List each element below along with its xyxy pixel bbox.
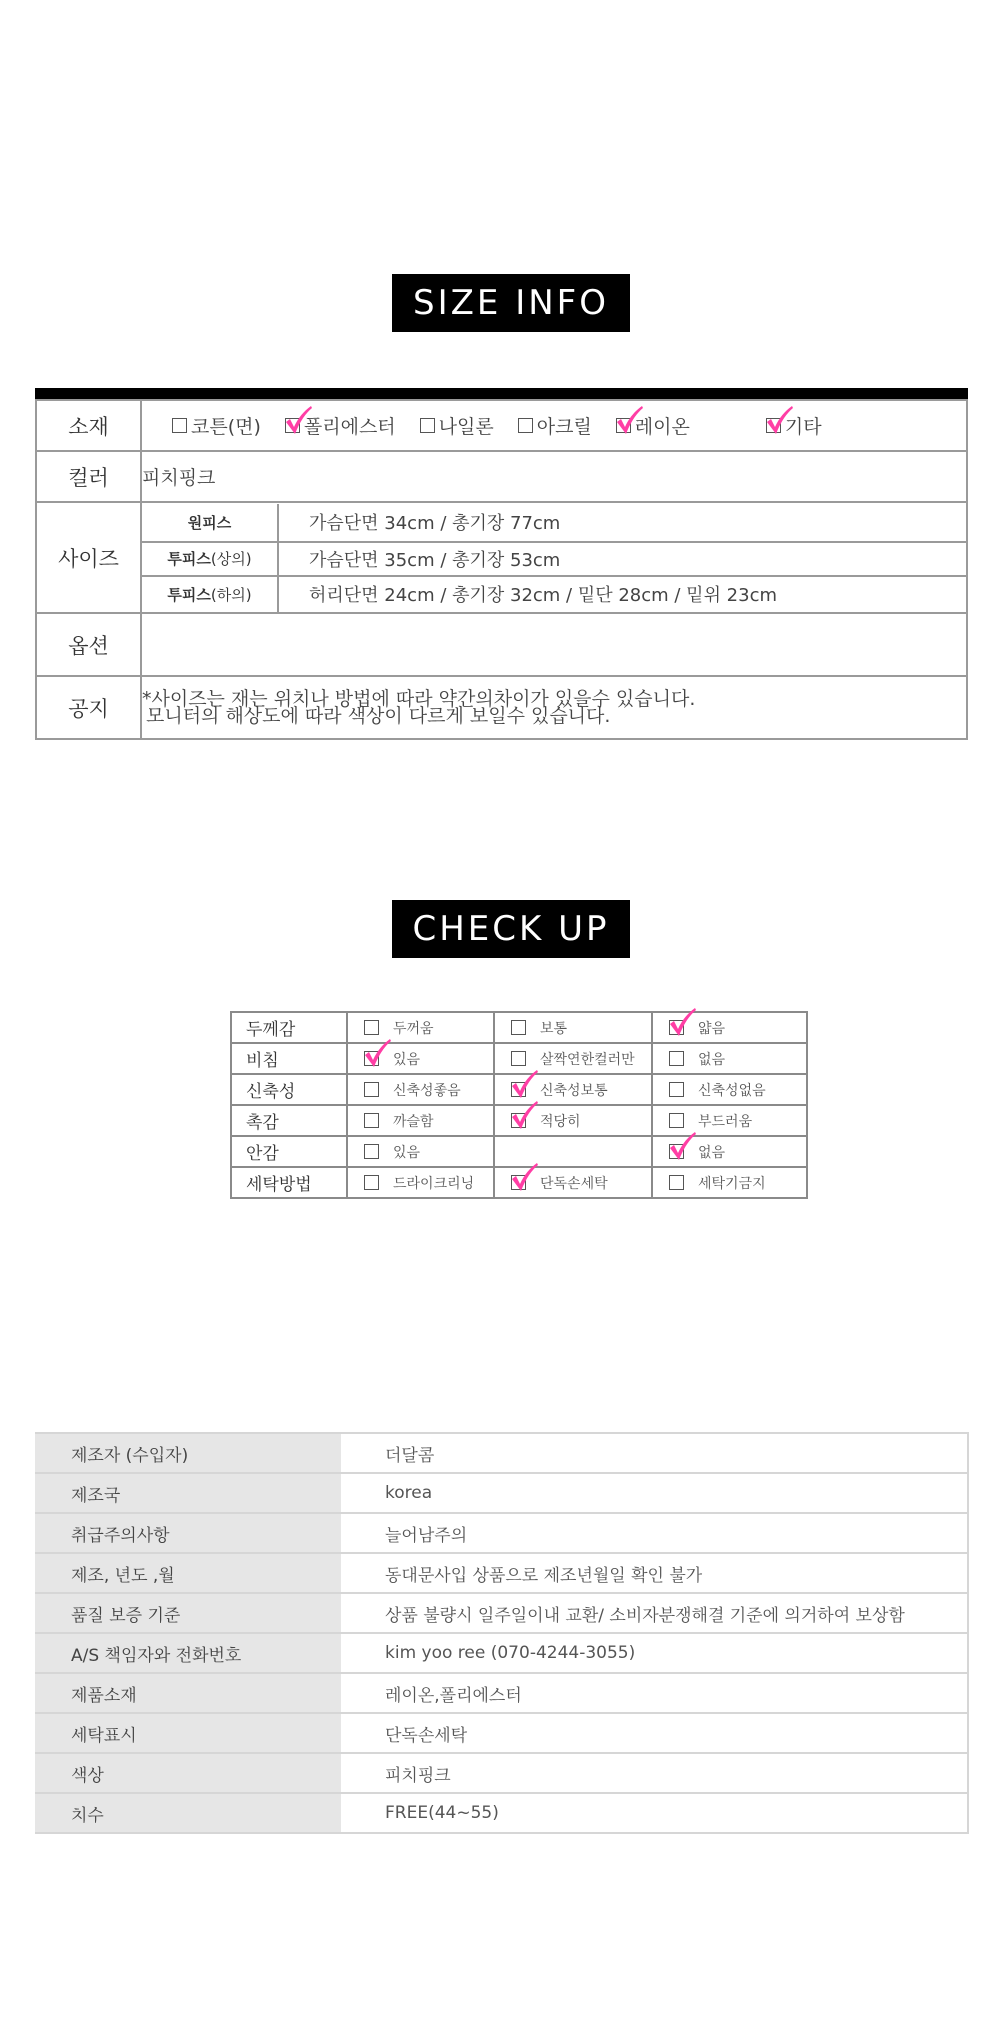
check-mark-icon xyxy=(509,1069,539,1099)
checkbox-icon xyxy=(511,1051,526,1066)
product-info-row xyxy=(35,1673,968,1713)
product-info-value: 단독손세탁 xyxy=(341,1713,968,1753)
check-mark-icon xyxy=(667,1131,697,1161)
product-info-value: 레이온,폴리에스터 xyxy=(341,1673,968,1713)
product-info-label: 색상 xyxy=(35,1753,341,1793)
checked-checkbox-icon xyxy=(364,1051,379,1066)
check-up-label: 안감 xyxy=(231,1136,347,1167)
size-info-title: SIZE INFO xyxy=(392,274,630,332)
check-up-option-cell xyxy=(652,1043,807,1074)
check-mark-icon xyxy=(283,405,313,435)
check-up-option-label: 드라이크리닝 xyxy=(393,1175,475,1192)
product-info-value: kim yoo ree (070-4244-3055) xyxy=(341,1633,968,1673)
check-mark-icon xyxy=(509,1100,539,1130)
product-info-row xyxy=(35,1513,968,1553)
check-up-option-cell xyxy=(494,1105,652,1136)
check-up-option-label: 없음 xyxy=(698,1051,726,1068)
size-label: 사이즈 xyxy=(36,502,141,613)
check-up-label: 비침 xyxy=(231,1043,347,1074)
check-mark-icon xyxy=(764,405,794,435)
size-subrow-value: 가슴단면 34cm / 총기장 77cm xyxy=(278,504,966,542)
size-info-table xyxy=(35,388,968,740)
size-subrow-value: 허리단면 24cm / 총기장 32cm / 밑단 28cm / 밑위 23cm xyxy=(309,585,778,606)
product-info-label: A/S 책임자와 전화번호 xyxy=(35,1633,341,1673)
color-label: 컬러 xyxy=(36,451,141,502)
checkbox-icon xyxy=(364,1144,379,1159)
product-info-label: 세탁표시 xyxy=(35,1713,341,1753)
size-subrow-name: 투피스(하의) xyxy=(142,576,278,612)
product-info-value: 동대문사입 상품으로 제조년월일 확인 불가 xyxy=(341,1553,968,1593)
checked-checkbox-icon xyxy=(766,418,781,433)
checked-checkbox-icon xyxy=(616,418,631,433)
table-top-bar xyxy=(35,388,968,399)
check-mark-icon xyxy=(667,1007,697,1037)
checkbox-icon xyxy=(364,1175,379,1190)
check-up-option-label: 부드러움 xyxy=(698,1113,753,1130)
material-option xyxy=(420,412,494,439)
check-up-option-cell xyxy=(494,1167,652,1198)
checkbox-icon xyxy=(364,1020,379,1035)
product-info-label: 제조, 년도 ,월 xyxy=(35,1553,341,1593)
check-up-label: 세탁방법 xyxy=(231,1167,347,1198)
material-option-label: 기타 xyxy=(784,416,822,438)
notice-label: 공지 xyxy=(36,676,141,739)
check-up-option-label: 보통 xyxy=(540,1020,568,1037)
product-info-label: 제조자 (수입자) xyxy=(35,1433,341,1473)
check-up-option-label: 없음 xyxy=(698,1144,726,1161)
product-info-value: 늘어남주의 xyxy=(341,1513,968,1553)
product-info-value: 상품 불량시 일주일이내 교환/ 소비자분쟁해결 기준에 의거하여 보상함 xyxy=(341,1593,968,1633)
check-up-option-label: 있음 xyxy=(393,1144,421,1161)
check-up-option-cell xyxy=(347,1043,494,1074)
product-info-label: 치수 xyxy=(35,1793,341,1833)
checked-checkbox-icon xyxy=(511,1113,526,1128)
check-up-row xyxy=(231,1105,807,1136)
checked-checkbox-icon xyxy=(511,1175,526,1190)
notice-row xyxy=(36,676,967,739)
product-info-row xyxy=(35,1553,968,1593)
material-row xyxy=(36,400,967,451)
check-up-option-label: 적당히 xyxy=(540,1113,581,1130)
check-up-option-cell xyxy=(347,1074,494,1105)
check-up-table xyxy=(230,1011,808,1199)
notice-line-1: *사이즈는 재는 위치나 방법에 따라 약간의차이가 있을수 있습니다. xyxy=(142,687,696,710)
check-up-label: 두께감 xyxy=(231,1012,347,1043)
material-option-label: 폴리에스터 xyxy=(303,416,396,438)
checkbox-icon xyxy=(511,1020,526,1035)
check-up-option-cell xyxy=(347,1136,494,1167)
check-up-option-label: 세탁기금지 xyxy=(698,1175,766,1192)
checkbox-icon xyxy=(669,1113,684,1128)
checkbox-icon xyxy=(669,1082,684,1097)
option-label: 옵션 xyxy=(36,613,141,676)
product-info-row xyxy=(35,1593,968,1633)
product-info-row xyxy=(35,1713,968,1753)
size-subrow-name: 투피스(상의) xyxy=(142,542,278,576)
check-up-option-label: 두꺼움 xyxy=(393,1020,434,1037)
option-value xyxy=(141,613,967,676)
check-up-label: 신축성 xyxy=(231,1074,347,1105)
check-up-label: 촉감 xyxy=(231,1105,347,1136)
check-up-title: CHECK UP xyxy=(392,900,630,958)
check-up-row xyxy=(231,1167,807,1198)
notice-line-2: 모니터의 해상도에 따라 색상이 다르게 보일수 있습니다. xyxy=(146,704,611,727)
check-up-row xyxy=(231,1012,807,1043)
checkbox-icon xyxy=(364,1082,379,1097)
check-mark-icon xyxy=(509,1162,539,1192)
checkbox-icon xyxy=(364,1113,379,1128)
material-option xyxy=(172,412,261,439)
checked-checkbox-icon xyxy=(669,1144,684,1159)
check-up-option-label: 있음 xyxy=(393,1051,421,1068)
checkbox-icon xyxy=(669,1051,684,1066)
check-mark-icon xyxy=(362,1038,392,1068)
size-subrow-name: 원피스 xyxy=(142,504,278,542)
material-option-label: 아크릴 xyxy=(536,416,592,438)
product-info-row xyxy=(35,1793,968,1833)
product-info-value: korea xyxy=(341,1473,968,1513)
checked-checkbox-icon xyxy=(511,1082,526,1097)
check-up-option-cell xyxy=(652,1167,807,1198)
check-mark-icon xyxy=(614,405,644,435)
size-subrow-value: 가슴단면 35cm / 총기장 53cm xyxy=(278,542,966,576)
check-up-option-label: 까슬함 xyxy=(393,1113,434,1130)
material-option xyxy=(766,412,822,439)
checked-checkbox-icon xyxy=(669,1020,684,1035)
check-up-option-label: 단독손세탁 xyxy=(540,1175,608,1192)
product-info-label: 취급주의사항 xyxy=(35,1513,341,1553)
product-info-label: 제품소재 xyxy=(35,1673,341,1713)
material-option-label: 나일론 xyxy=(438,416,494,438)
size-subrow xyxy=(142,504,966,542)
material-option xyxy=(285,412,396,439)
check-up-option-label: 신축성좋음 xyxy=(393,1082,461,1099)
check-up-option-cell xyxy=(652,1136,807,1167)
color-value: 피치핑크 xyxy=(141,451,967,502)
size-details xyxy=(141,502,967,613)
product-info-row xyxy=(35,1473,968,1513)
color-row xyxy=(36,451,967,502)
product-info-value: 더달콤 xyxy=(341,1433,968,1473)
material-option-label: 코튼(면) xyxy=(191,416,261,438)
checkbox-icon xyxy=(172,418,187,433)
notice-text xyxy=(141,676,967,739)
product-info-label: 제조국 xyxy=(35,1473,341,1513)
checked-checkbox-icon xyxy=(285,418,300,433)
check-up-option-label: 신축성보통 xyxy=(540,1082,608,1099)
product-info-value: FREE(44~55) xyxy=(341,1793,968,1833)
check-up-option-cell xyxy=(494,1012,652,1043)
check-up-option-cell xyxy=(347,1105,494,1136)
check-up-option-cell xyxy=(652,1012,807,1043)
option-row xyxy=(36,613,967,676)
check-up-option-cell xyxy=(347,1167,494,1198)
size-subrow xyxy=(142,576,966,612)
size-row xyxy=(36,502,967,613)
material-options xyxy=(141,400,967,451)
check-up-option-cell xyxy=(652,1074,807,1105)
material-option xyxy=(518,412,592,439)
checkbox-icon xyxy=(669,1175,684,1190)
product-info-table xyxy=(35,1432,969,1834)
product-info-label: 품질 보증 기준 xyxy=(35,1593,341,1633)
material-option-label: 레이온 xyxy=(634,416,690,438)
size-subrow xyxy=(142,542,966,576)
material-option xyxy=(616,412,690,439)
check-up-option-label: 살짝연한컬러만 xyxy=(540,1051,635,1068)
product-info-row xyxy=(35,1633,968,1673)
check-up-option-label: 얇음 xyxy=(698,1020,726,1037)
material-label: 소재 xyxy=(36,400,141,451)
product-info-value: 피치핑크 xyxy=(341,1753,968,1793)
product-info-row xyxy=(35,1433,968,1473)
check-up-option-label: 신축성없음 xyxy=(698,1082,766,1099)
checkbox-icon xyxy=(420,418,435,433)
checkbox-icon xyxy=(518,418,533,433)
product-info-row xyxy=(35,1753,968,1793)
